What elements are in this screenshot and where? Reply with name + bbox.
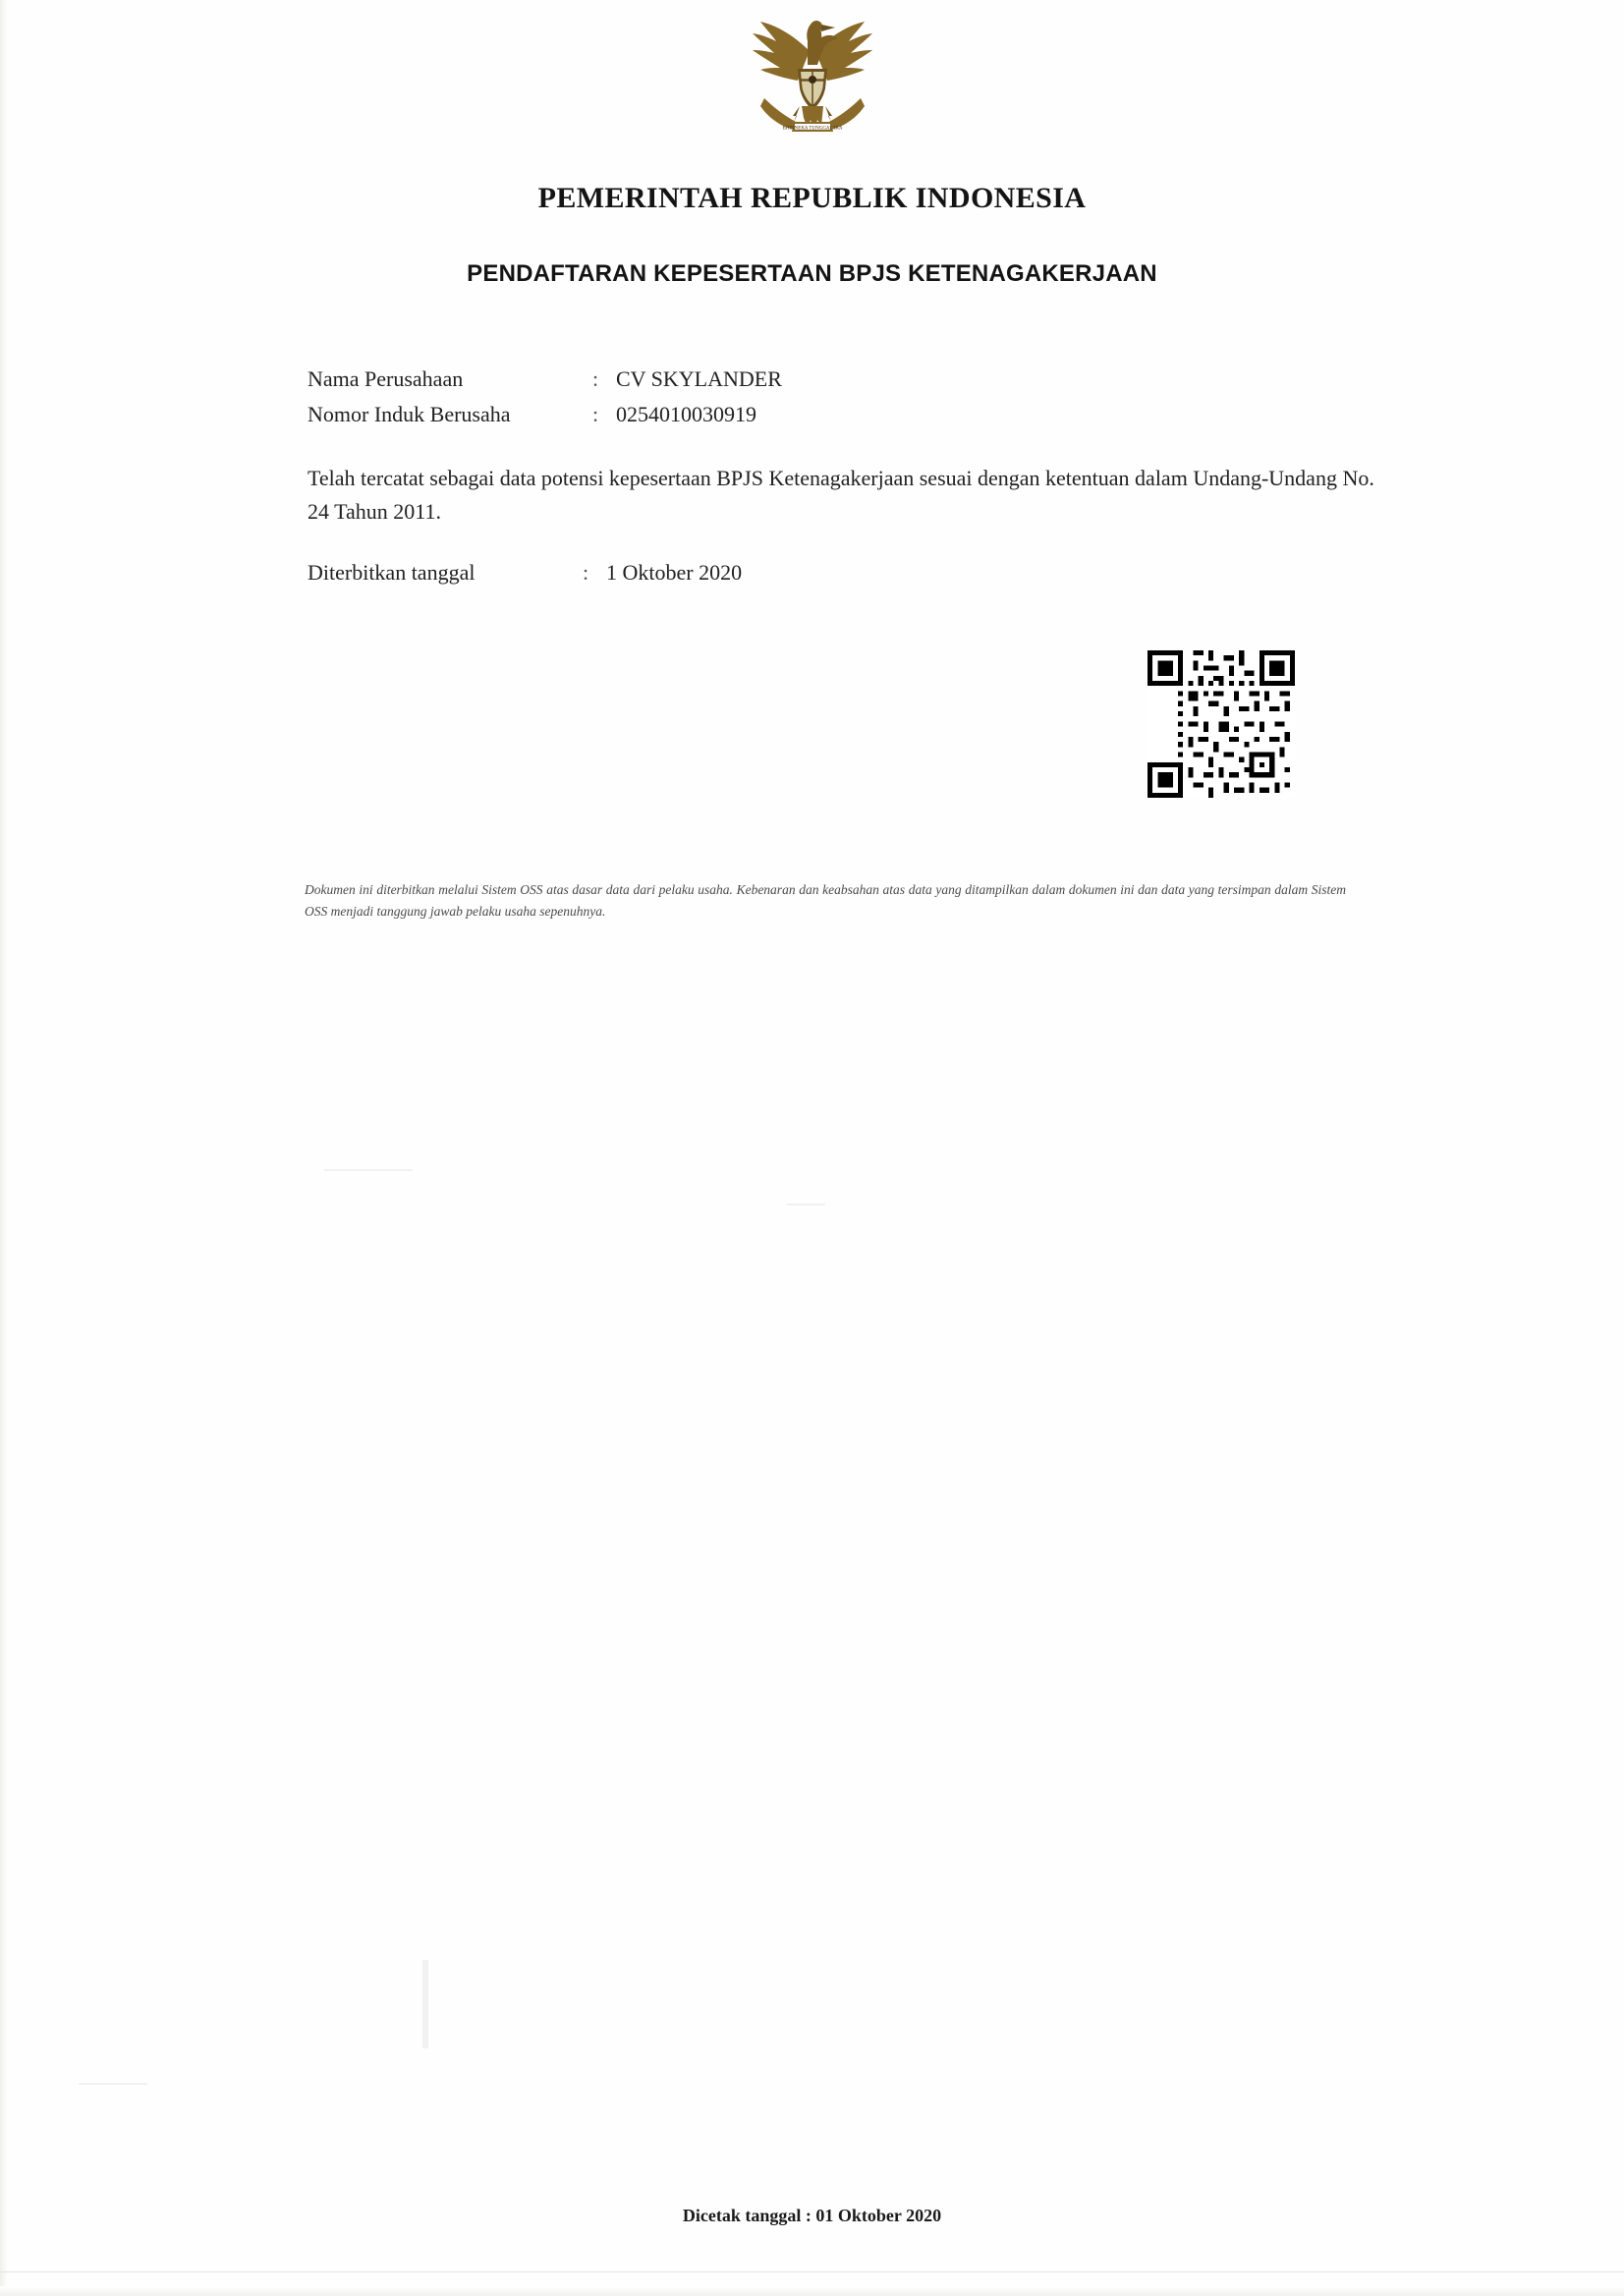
field-row-company-name [308, 362, 782, 397]
scan-smudge [79, 2083, 147, 2085]
svg-text:BHINNEKA TUNGGAL IKA: BHINNEKA TUNGGAL IKA [781, 126, 843, 132]
disclaimer-text: Dokumen ini diterbitkan melalui Sistem OSS atas dasar data dari pelaku usaha. Kebenaran dan keabsahan atas data yang ditampilkan dalam dokumen ini dan data yang tersimpan dalam Sistem OSS menjadi tanggung jawab pelaku usaha sepenuhnya. [305, 882, 1346, 919]
qr-code-icon [1148, 650, 1295, 798]
scan-line-bottom [0, 2271, 1624, 2272]
field-value-company-name: CV SKYLANDER [616, 366, 782, 391]
field-separator: : [592, 366, 599, 391]
issued-date-value: 1 Oktober 2020 [606, 560, 743, 585]
scan-smudge [422, 1960, 428, 2048]
issued-date-row [308, 560, 742, 586]
scan-edge-bottom [0, 2286, 1624, 2296]
page-title: PEMERINTAH REPUBLIK INDONESIA [537, 182, 1087, 214]
garuda-pancasila-emblem-icon [739, 8, 886, 155]
company-fields [308, 362, 782, 432]
field-separator: : [583, 560, 589, 585]
issued-date-label: Diterbitkan tanggal [308, 560, 476, 585]
printed-date: Dicetak tanggal : 01 Oktober 2020 [682, 2206, 942, 2225]
page-subtitle: PENDAFTARAN KEPESERTAAN BPJS KETENAGAKERJAAN [467, 260, 1157, 287]
scan-edge-left [0, 0, 8, 2296]
field-label-company-name: Nama Perusahaan [308, 366, 464, 391]
field-label-nib: Nomor Induk Berusaha [308, 402, 511, 426]
scan-smudge [786, 1204, 825, 1205]
field-row-nib [308, 397, 782, 432]
body-paragraph: Telah tercatat sebagai data potensi kepesertaan BPJS Ketenagakerjaan sesuai dengan ketentuan dalam Undang-Undang No. 24 Tahun 2011. [308, 466, 1374, 524]
field-value-nib: 0254010030919 [616, 402, 756, 426]
scan-smudge [324, 1169, 413, 1171]
field-separator: : [592, 402, 599, 426]
